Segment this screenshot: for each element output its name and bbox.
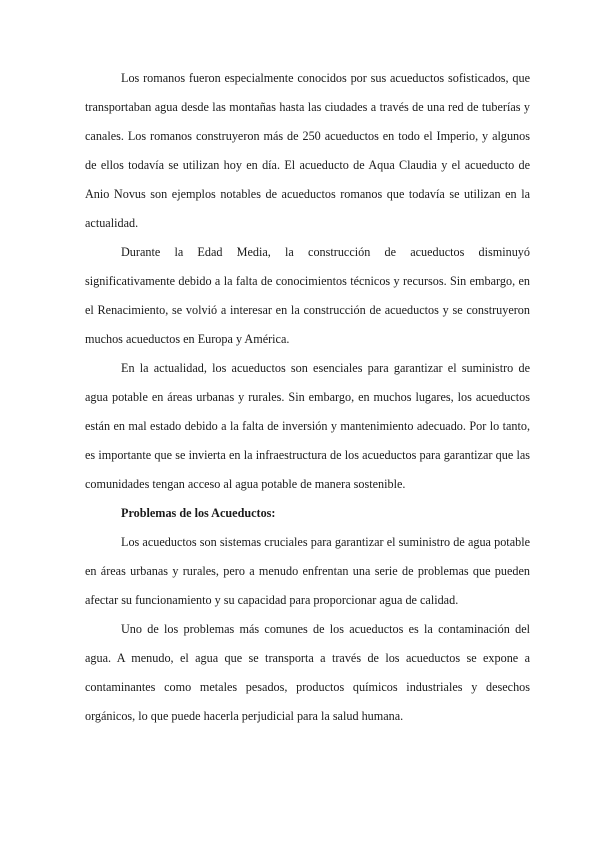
paragraph-romanos: Los romanos fueron especialmente conocidos por sus acueductos sofisticados, que transportaban agua desde las montañas hasta las ciudades a través de una red de tuberías y canales. Los romanos construyeron más de 250 acueductos en todo el Imperio, y algunos de ellos todavía se utilizan hoy en día. El acueducto de Aqua Claudia y el acueducto de Anio Novus son ejemplos notables de acueductos romanos que todavía se utilizan en la actualidad.: [85, 71, 530, 230]
paragraph-actualidad: En la actualidad, los acueductos son esenciales para garantizar el suministro de agua potable en áreas urbanas y rurales. Sin embargo, en muchos lugares, los acueductos están en mal estado debido a la falta de inversión y mantenimiento adecuado. Por lo tanto, es importante que se invierta en la infraestructura de los acueductos para garantizar que las comunidades tengan acceso al agua potable de manera sostenible.: [85, 361, 530, 491]
paragraph-edad-media: Durante la Edad Media, la construcción de acueductos disminuyó significativamente debido a la falta de conocimientos técnicos y recursos. Sin embargo, en el Renacimiento, se volvió a interesar en la construcción de acueductos y se construyeron muchos acueductos en Europa y América.: [85, 245, 530, 346]
paragraph-sistemas-cruciales: Los acueductos son sistemas cruciales para garantizar el suministro de agua potable en áreas urbanas y rurales, pero a menudo enfrentan una serie de problemas que pueden afectar su funcionamiento y su capacidad para proporcionar agua de calidad.: [85, 535, 530, 607]
section-heading-problemas: Problemas de los Acueductos:: [121, 506, 276, 520]
paragraph-contaminacion: Uno de los problemas más comunes de los acueductos es la contaminación del agua. A menudo, el agua que se transporta a través de los acueductos se expone a contaminantes como metales pesados, productos químicos industriales y desechos orgánicos, lo que puede hacerla perjudicial para la salud humana.: [85, 622, 530, 723]
document-body: [85, 64, 530, 731]
